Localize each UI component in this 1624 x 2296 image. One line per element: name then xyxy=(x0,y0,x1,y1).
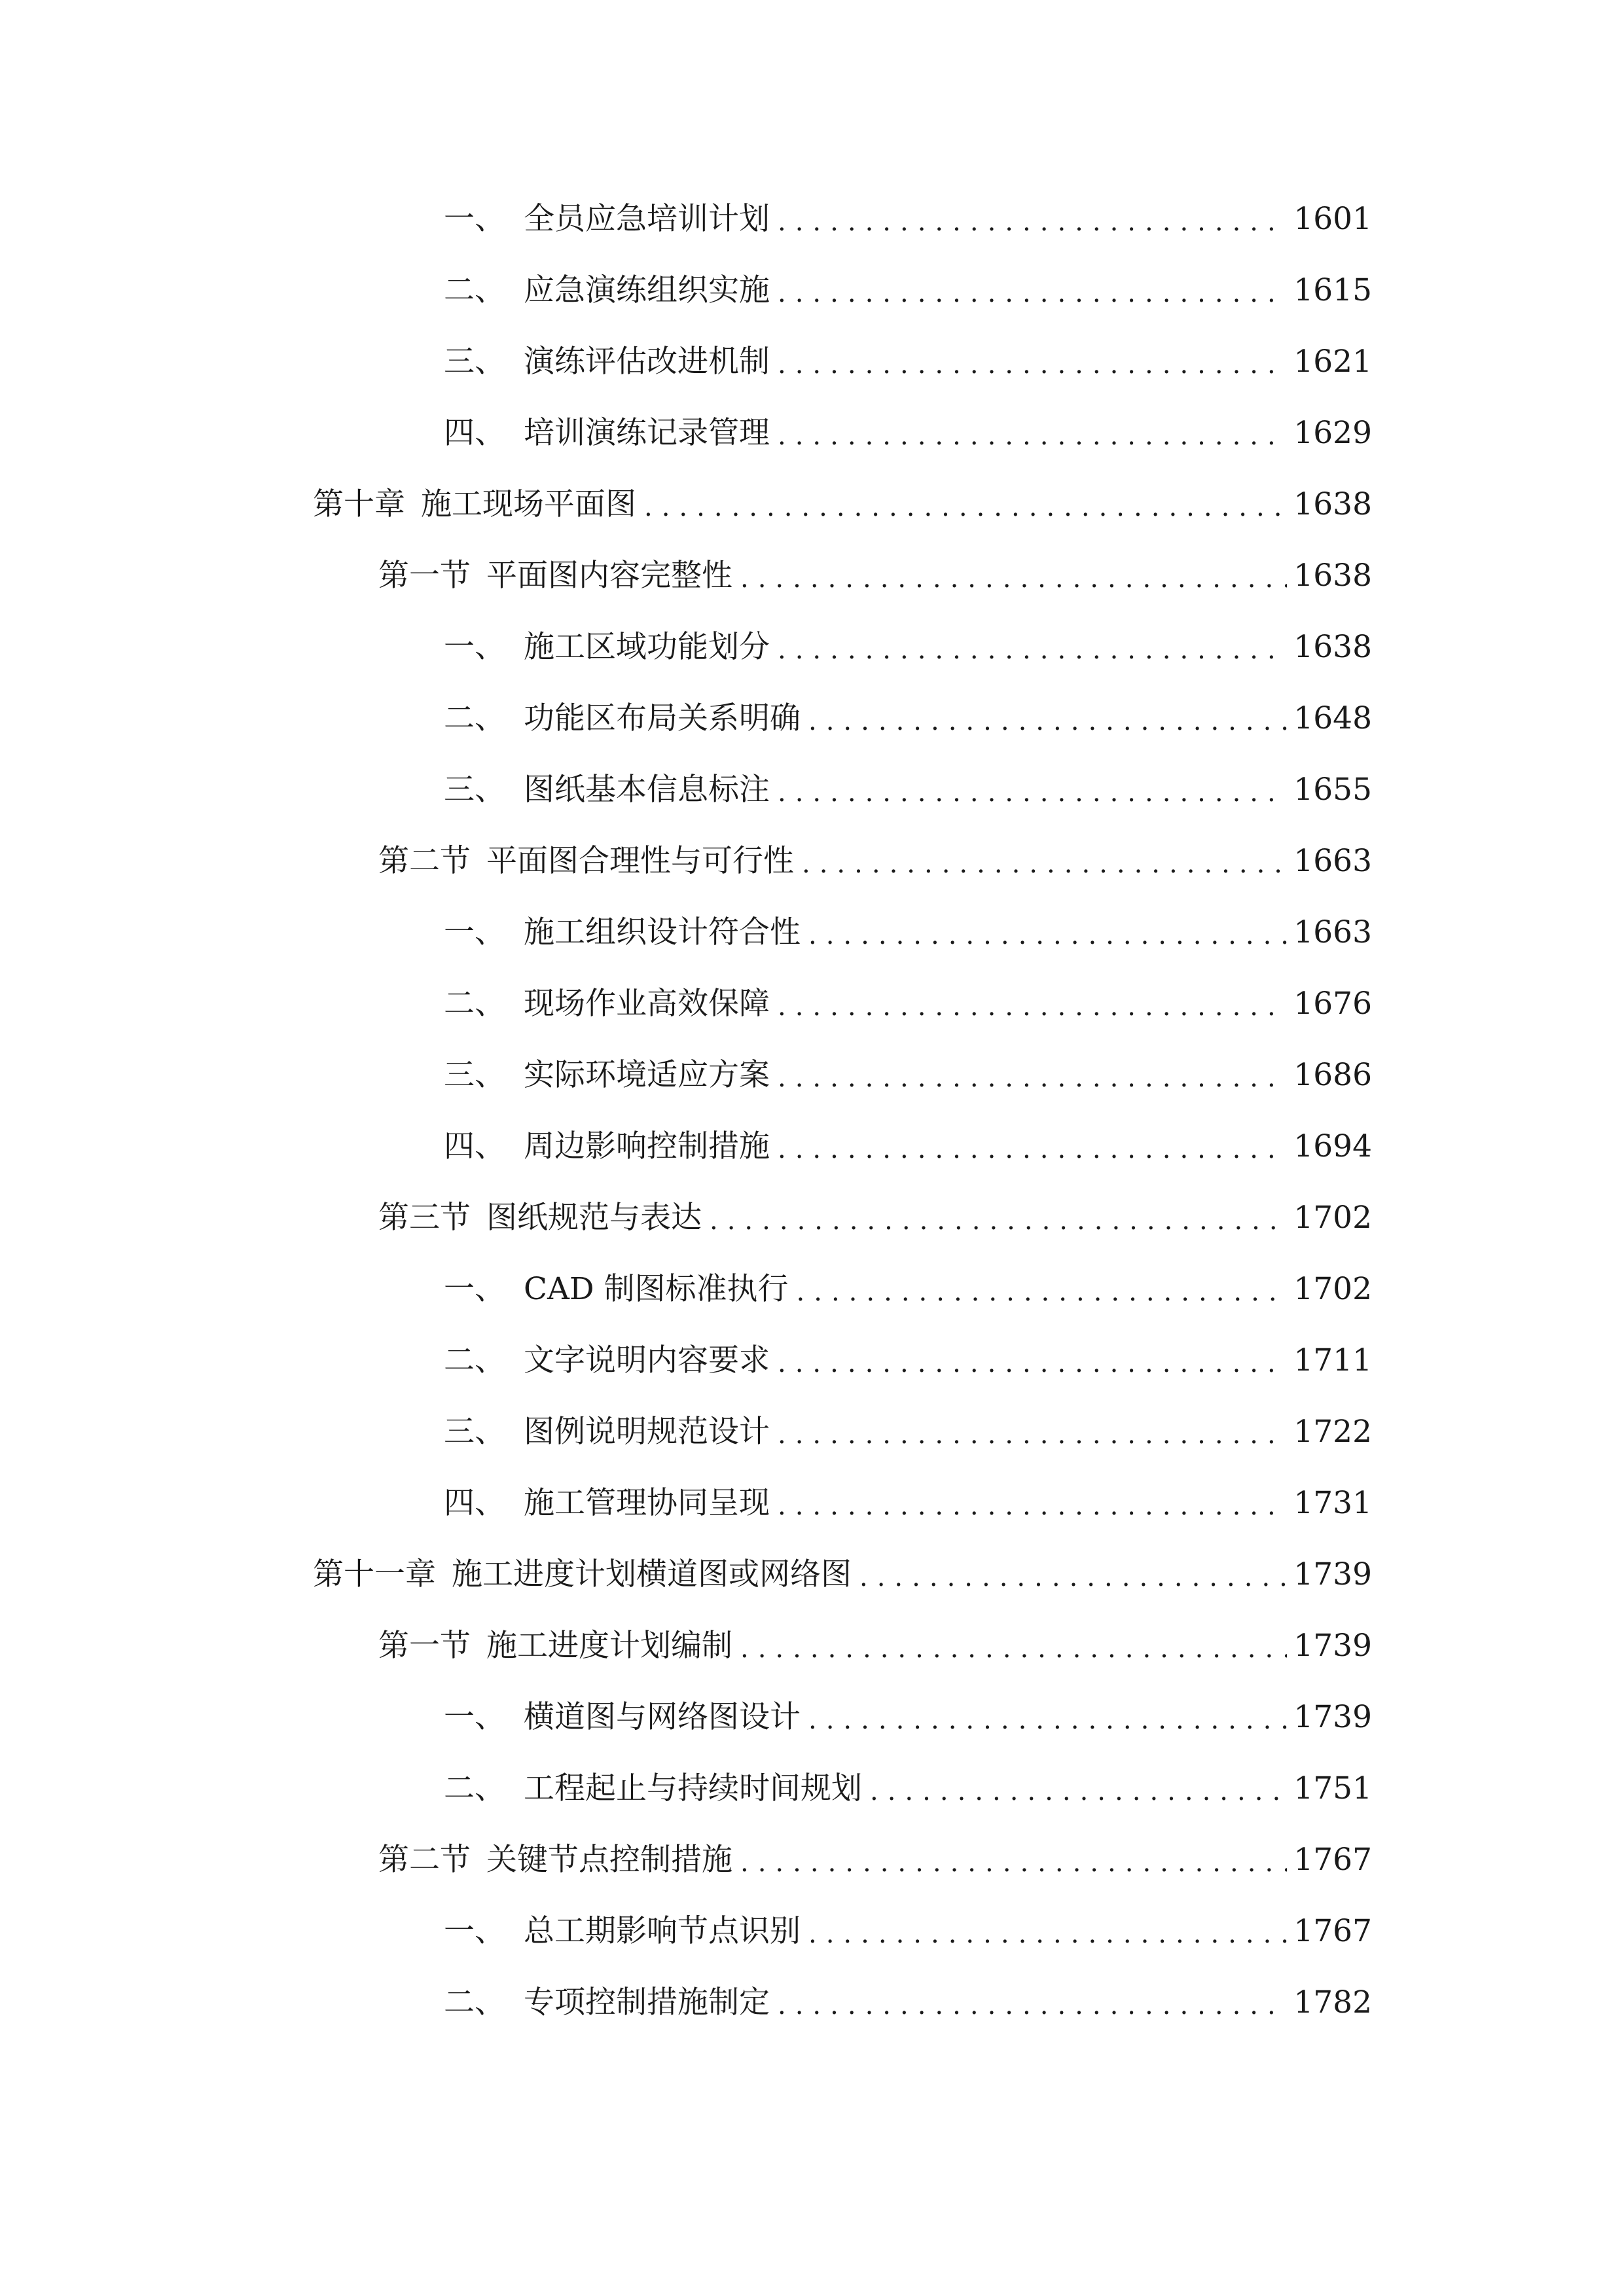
toc-entry[interactable] xyxy=(444,906,1372,959)
toc-entry-page: 1711 xyxy=(1293,1342,1372,1378)
toc-entry-page: 1722 xyxy=(1293,1414,1372,1450)
dot-leader xyxy=(740,1837,1287,1889)
dot-leader xyxy=(778,1480,1287,1532)
toc-entry-page: 1676 xyxy=(1293,986,1372,1022)
toc-entry[interactable] xyxy=(444,1406,1372,1458)
toc-entry-title: 施工进度计划编制 xyxy=(486,1628,732,1664)
toc-entry[interactable] xyxy=(444,1691,1372,1744)
toc-entry-section[interactable] xyxy=(378,1192,1372,1244)
toc-entry-prefix: 二、 xyxy=(444,1342,505,1378)
toc-entry[interactable] xyxy=(444,1121,1372,1173)
toc-entry-page: 1663 xyxy=(1293,914,1372,950)
toc-entry-page: 1655 xyxy=(1293,772,1372,808)
dot-leader xyxy=(778,980,1287,1033)
toc-entry-title: 施工进度计划横道图或网络图 xyxy=(452,1556,852,1592)
toc-entry-prefix: 第二节 xyxy=(378,1842,471,1878)
toc-entry-title: 工程起止与持续时间规划 xyxy=(524,1770,862,1806)
toc-entry-page: 1731 xyxy=(1293,1485,1372,1521)
toc-entry-prefix: 第一节 xyxy=(378,1628,471,1664)
toc-entry-prefix: 三、 xyxy=(444,344,505,380)
dot-leader xyxy=(778,338,1287,391)
dot-leader xyxy=(778,624,1287,676)
toc-entry[interactable] xyxy=(444,1905,1372,1958)
toc-entry-page: 1702 xyxy=(1293,1200,1372,1236)
toc-entry-title: 实际环境适应方案 xyxy=(524,1057,770,1093)
toc-entry-prefix: 四、 xyxy=(444,1485,505,1521)
toc-entry-title: 横道图与网络图设计 xyxy=(524,1699,801,1735)
toc-entry-prefix: 四、 xyxy=(444,415,505,451)
toc-entry-chapter[interactable] xyxy=(313,478,1372,531)
toc-entry-title: 周边影响控制措施 xyxy=(524,1128,770,1164)
toc-entry-title: 专项控制措施制定 xyxy=(524,1984,770,2020)
toc-entry-page: 1739 xyxy=(1293,1699,1372,1735)
toc-entry-title: 平面图内容完整性 xyxy=(486,558,732,594)
toc-entry-page: 1663 xyxy=(1293,843,1372,879)
toc-entry-chapter[interactable] xyxy=(313,1549,1372,1601)
toc-entry-page: 1638 xyxy=(1293,558,1372,594)
toc-entry[interactable] xyxy=(444,193,1372,245)
toc-entry-title: 图例说明规范设计 xyxy=(524,1414,770,1450)
toc-entry-page: 1694 xyxy=(1293,1128,1372,1164)
dot-leader xyxy=(644,481,1287,533)
toc-entry-title: 图纸规范与表达 xyxy=(486,1200,702,1236)
toc-entry-title: 应急演练组织实施 xyxy=(524,272,770,308)
toc-entry-title: 功能区布局关系明确 xyxy=(524,700,801,736)
toc-entry-title: 图纸基本信息标注 xyxy=(524,772,770,808)
toc-entry[interactable] xyxy=(444,1335,1372,1387)
toc-entry-title: 施工管理协同呈现 xyxy=(524,1485,770,1521)
toc-entry[interactable] xyxy=(444,1977,1372,2029)
toc-entry-prefix: 二、 xyxy=(444,1770,505,1806)
dot-leader xyxy=(808,1908,1287,1960)
dot-leader xyxy=(808,1694,1287,1746)
toc-entry-prefix: 三、 xyxy=(444,1057,505,1093)
toc-entry[interactable] xyxy=(444,764,1372,816)
toc-entry[interactable] xyxy=(444,1763,1372,1815)
toc-entry-title: 文字说明内容要求 xyxy=(524,1342,770,1378)
toc-entry[interactable] xyxy=(444,692,1372,745)
toc-entry-page: 1767 xyxy=(1293,1913,1372,1949)
toc-entry-title: CAD 制图标准执行 xyxy=(524,1271,789,1307)
toc-entry-title: 平面图合理性与可行性 xyxy=(486,843,794,879)
dot-leader xyxy=(778,766,1287,819)
toc-entry-prefix: 第三节 xyxy=(378,1200,471,1236)
dot-leader xyxy=(778,1408,1287,1461)
toc-entry-section[interactable] xyxy=(378,1620,1372,1672)
toc-entry[interactable] xyxy=(444,978,1372,1030)
toc-entry-page: 1767 xyxy=(1293,1842,1372,1878)
toc-entry-prefix: 一、 xyxy=(444,914,505,950)
toc-entry-prefix: 三、 xyxy=(444,772,505,808)
toc-entry[interactable] xyxy=(444,621,1372,673)
dot-leader xyxy=(778,1052,1287,1104)
dot-leader xyxy=(808,909,1287,961)
toc-entry-page: 1782 xyxy=(1293,1984,1372,2020)
toc-entry-page: 1702 xyxy=(1293,1271,1372,1307)
toc-entry-section[interactable] xyxy=(378,1834,1372,1886)
dot-leader xyxy=(802,838,1287,890)
dot-leader xyxy=(778,196,1287,248)
dot-leader xyxy=(778,410,1287,462)
toc-entry-prefix: 一、 xyxy=(444,629,505,665)
toc-entry-prefix: 一、 xyxy=(444,1271,505,1307)
dot-leader xyxy=(859,1551,1287,1604)
dot-leader xyxy=(740,1623,1287,1675)
toc-entry-title: 关键节点控制措施 xyxy=(486,1842,732,1878)
dot-leader xyxy=(778,267,1287,319)
dot-leader xyxy=(870,1765,1287,1818)
toc-entry-page: 1621 xyxy=(1293,344,1372,380)
toc-entry-page: 1638 xyxy=(1293,486,1372,522)
dot-leader xyxy=(778,1337,1287,1390)
toc-entry-page: 1629 xyxy=(1293,415,1372,451)
dot-leader xyxy=(778,1979,1287,2032)
toc-entry-page: 1751 xyxy=(1293,1770,1372,1806)
toc-entry[interactable] xyxy=(444,264,1372,317)
toc-entry-prefix: 一、 xyxy=(444,201,505,237)
toc-entry-prefix: 一、 xyxy=(444,1699,505,1735)
dot-leader xyxy=(710,1194,1287,1247)
toc-entry-page: 1648 xyxy=(1293,700,1372,736)
toc-entry-page: 1686 xyxy=(1293,1057,1372,1093)
toc-entry-title: 施工区域功能划分 xyxy=(524,629,770,665)
toc-entry-title: 现场作业高效保障 xyxy=(524,986,770,1022)
toc-entry-title: 施工组织设计符合性 xyxy=(524,914,801,950)
toc-entry-prefix: 三、 xyxy=(444,1414,505,1450)
toc-entry-page: 1601 xyxy=(1293,201,1372,237)
toc-entry-page: 1638 xyxy=(1293,629,1372,665)
toc-entry[interactable] xyxy=(444,336,1372,388)
toc-entry-prefix: 第二节 xyxy=(378,843,471,879)
toc-entry-page: 1739 xyxy=(1293,1628,1372,1664)
dot-leader xyxy=(740,552,1287,605)
toc-entry[interactable] xyxy=(444,1049,1372,1102)
toc-entry-prefix: 二、 xyxy=(444,700,505,736)
toc-entry-prefix: 第十章 xyxy=(313,486,405,522)
toc-entry-prefix: 四、 xyxy=(444,1128,505,1164)
toc-entry-prefix: 二、 xyxy=(444,272,505,308)
toc-entry-prefix: 一、 xyxy=(444,1913,505,1949)
toc-entry-page: 1739 xyxy=(1293,1556,1372,1592)
toc-entry-prefix: 第十一章 xyxy=(313,1556,436,1592)
toc-entry-section[interactable] xyxy=(378,550,1372,602)
toc-entry-title: 施工现场平面图 xyxy=(421,486,636,522)
toc-entry-section[interactable] xyxy=(378,835,1372,888)
toc-entry-title: 培训演练记录管理 xyxy=(524,415,770,451)
toc-entry[interactable] xyxy=(444,1263,1372,1316)
dot-leader xyxy=(778,1123,1287,1175)
toc-entry-title: 演练评估改进机制 xyxy=(524,344,770,380)
toc-entry-title: 总工期影响节点识别 xyxy=(524,1913,801,1949)
toc-entry-page: 1615 xyxy=(1293,272,1372,308)
toc-entry-prefix: 二、 xyxy=(444,986,505,1022)
toc-entry-title: 全员应急培训计划 xyxy=(524,201,770,237)
toc-entry[interactable] xyxy=(444,1477,1372,1530)
toc-entry-prefix: 第一节 xyxy=(378,558,471,594)
dot-leader xyxy=(808,695,1287,747)
toc-entry[interactable] xyxy=(444,407,1372,459)
toc-entry-prefix: 二、 xyxy=(444,1984,505,2020)
dot-leader xyxy=(797,1266,1288,1318)
